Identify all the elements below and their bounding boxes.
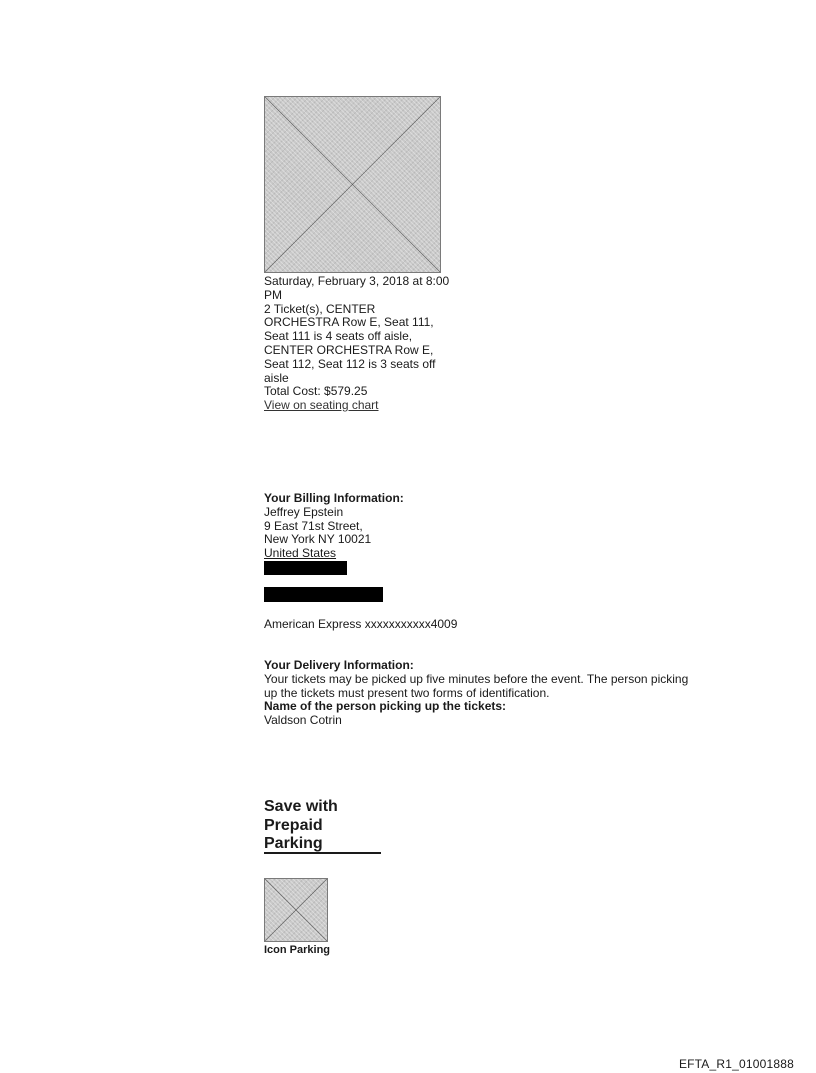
payment-card: American Express xxxxxxxxxxx4009: [264, 617, 458, 631]
parking-caption: Icon Parking: [264, 944, 331, 956]
event-date-line: Saturday, February 3, 2018 at 8:00: [264, 274, 450, 288]
parking-heading-line: Prepaid: [264, 816, 323, 834]
document-id: EFTA_R1_01001888: [678, 1057, 794, 1071]
ticket-line: aisle: [264, 370, 289, 385]
parking-heading[interactable]: [264, 798, 338, 854]
delivery-text-line: up the tickets must present two forms of identification.: [264, 685, 550, 700]
parking-heading-line: Parking: [264, 835, 323, 852]
parking-heading-line: Save with: [264, 798, 338, 815]
event-date-line: PM: [264, 287, 282, 302]
delivery-text-line: Your tickets may be picked up five minutes before the event. The person picking: [264, 671, 689, 686]
ticket-line: Seat 112, Seat 112 is 3 seats off: [264, 356, 436, 371]
billing-information: [264, 492, 404, 561]
event-details: [264, 275, 464, 413]
seating-chart-link[interactable]: View on seating chart: [264, 398, 379, 413]
billing-heading: Your Billing Information:: [264, 491, 404, 505]
billing-name: Jeffrey Epstein: [264, 504, 344, 519]
parking-image-placeholder[interactable]: [264, 878, 328, 942]
ticket-line: ORCHESTRA Row E, Seat 111,: [264, 315, 434, 330]
pickup-name: Valdson Cotrin: [264, 713, 342, 728]
redaction-bar: [264, 587, 383, 602]
total-cost: Total Cost: $579.25: [264, 384, 368, 399]
ticket-line: Seat 111 is 4 seats off aisle,: [264, 329, 413, 344]
billing-country: United States: [264, 546, 337, 561]
billing-street: 9 East 71st Street,: [264, 518, 363, 533]
broken-image-icon: [265, 97, 440, 272]
ticket-line: CENTER ORCHESTRA Row E,: [264, 342, 434, 357]
parking-icon: [265, 879, 327, 941]
event-image-placeholder: [264, 96, 441, 273]
redaction-bar: [264, 561, 347, 575]
pickup-label: Name of the person picking up the tickets:: [264, 699, 507, 714]
delivery-heading: Your Delivery Information:: [264, 658, 414, 672]
ticket-line: 2 Ticket(s), CENTER: [264, 301, 376, 316]
delivery-information: [264, 659, 688, 728]
billing-city: New York NY 10021: [264, 532, 372, 547]
parking-heading-underline: [264, 852, 381, 854]
